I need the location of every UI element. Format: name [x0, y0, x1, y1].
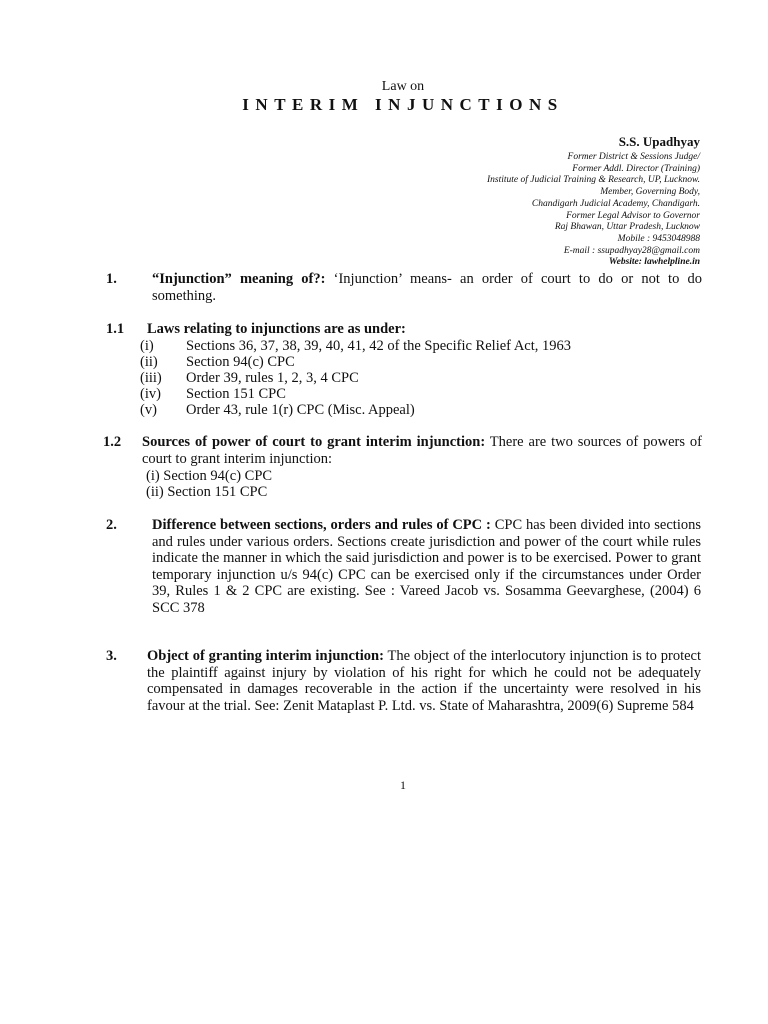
list-item: (ii) Section 151 CPC [146, 484, 268, 500]
section-heading: Sources of power of court to grant interim injunction: [142, 434, 486, 450]
section-body [152, 517, 701, 616]
section-3 [0, 648, 768, 738]
author-email: E-mail : ssupadhyay28@gmail.com [563, 245, 700, 256]
section-1 [0, 271, 768, 311]
author-line: Former District & Sessions Judge/ [567, 152, 700, 162]
section-heading: Object of granting interim injunction: [147, 648, 384, 664]
list-item: (i) Sections 36, 37, 38, 39, 40, 41, 42 of the Specific Relief Act, 1963 [140, 338, 572, 354]
list-item: (v) Order 43, rule 1(r) CPC (Misc. Appeal) [140, 402, 415, 418]
author-line: Member, Governing Body, [600, 187, 700, 198]
author-line: Former Legal Advisor to Governor [566, 210, 700, 221]
section-text: CPC has been divided into sections and rules under various orders. Sections create jurisdiction and power of the court while rules indicate the manner in which the said jurisdiction and power is to be exercised. Power to grant temporary injunction u/s 94(c) CPC can be exercised only if the circumstances under Order 39, Rules 1 & 2 CPC are existing. See : Vareed Jacob vs. Sosamma Geevarghese, (2004) 6 SCC 378 [152, 517, 701, 616]
author-line: Chandigarh Judicial Academy, Chandigarh. [531, 198, 700, 209]
list-item: (ii) Section 94(c) CPC [140, 354, 295, 370]
author-line: Former Addl. Director (Training) [572, 163, 700, 174]
section-1-1 [0, 321, 768, 421]
author-website: Website: lawhelpline.in [608, 257, 700, 268]
section-1-2 [0, 434, 768, 504]
pre-title: Law on [381, 79, 425, 94]
author-line: Raj Bhawan, Uttar Pradesh, Lucknow [554, 222, 700, 233]
page-number: 1 [400, 778, 406, 792]
section-number: 1. [106, 271, 117, 287]
document-title: INTERIM INJUNCTIONS [242, 95, 564, 114]
author-line: Institute of Judicial Training & Research, UP, Lucknow. [486, 175, 700, 186]
list-item: (i) Section 94(c) CPC [146, 468, 273, 484]
section-body [152, 271, 702, 304]
author-block [487, 134, 700, 269]
author-name: S.S. Upadhyay [618, 134, 700, 149]
section-heading: “Injunction” meaning of?: [152, 271, 326, 287]
section-text: There are two sources of powers of court to grant interim injunction: [142, 434, 702, 467]
section-number: 1.2 [103, 434, 122, 450]
author-line: Mobile : 9453048988 [617, 233, 700, 244]
section-number: 2. [106, 517, 117, 533]
section-text: The object of the interlocutory injunction is to protect the plaintiff against injury by violation of his right for which he could not be adequately compensated in damages recoverable in the action if the uncertainty were resolved in his favour at the trial. See: Zenit Mataplast P. Ltd. vs. State of Maharashtra, 2009(6) Supreme 584 [147, 648, 701, 714]
section-body [147, 648, 701, 714]
section-heading: Difference between sections, orders and rules of CPC : [152, 517, 491, 533]
section-number: 1.1 [106, 321, 125, 337]
list-item: (iii) Order 39, rules 1, 2, 3, 4 CPC [140, 370, 359, 386]
section-text: ‘Injunction’ means- an order of court to do or not to do something. [152, 271, 702, 304]
section-heading: Laws relating to injunctions are as under: [147, 321, 406, 337]
list-item: (iv) Section 151 CPC [140, 386, 286, 402]
section-number: 3. [106, 648, 117, 664]
section-2 [0, 517, 768, 632]
section-body [142, 434, 702, 467]
